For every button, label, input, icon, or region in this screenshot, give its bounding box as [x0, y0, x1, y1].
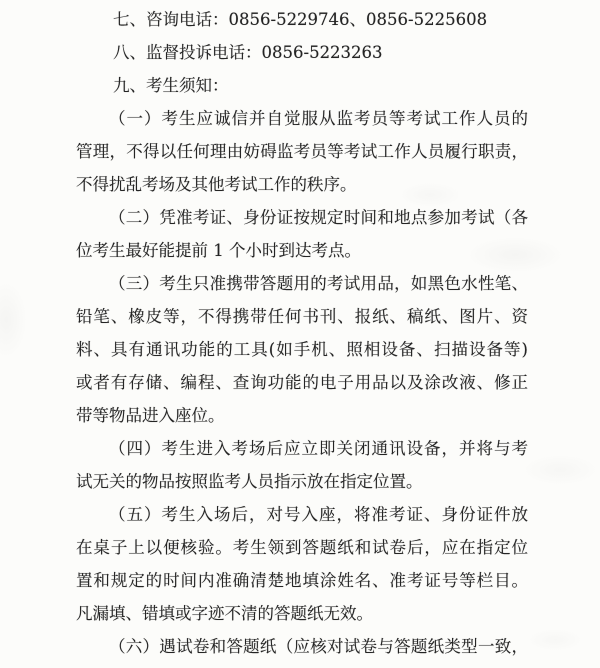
text-line: 位考生最好能提前 1 个小时到达考点。 [76, 241, 361, 260]
text-line: 在桌子上以便核验。考生领到答题纸和试卷后，应在指定位 [76, 538, 528, 557]
text-line: 置和规定的时间内准确清楚地填涂姓名、准考证号等栏目。 [76, 571, 528, 590]
line-consult-phone: 七、咨询电话：0856-5229746、0856-5225608 [113, 10, 488, 29]
text-line: 管理，不得以任何理由妨碍监考员等考试工作人员履行职责， [76, 142, 528, 161]
text-line: 带等物品进入座位。 [76, 406, 225, 425]
line-complaint-phone: 八、监督投诉电话：0856-5223263 [113, 43, 383, 62]
text-line: （四）考生进入考场后应立即关闭通讯设备，并将与考 [109, 439, 528, 458]
text-line: （二）凭准考证、身份证按规定时间和地点参加考试（各 [109, 208, 528, 227]
text-line: 不得扰乱考场及其他考试工作的秩序。 [76, 175, 357, 194]
text-line: （六）遇试卷和答题纸（应核对试卷与答题纸类型一致， [109, 637, 528, 656]
text-line: 铅笔、橡皮等，不得携带任何书刊、报纸、稿纸、图片、资 [76, 307, 528, 326]
text-line: （五）考生入场后，对号入座，将准考证、身份证件放 [109, 505, 528, 524]
text-line: 试无关的物品按照监考人员指示放在指定位置。 [76, 472, 423, 491]
text-line: 或者有存储、编程、查询功能的电子用品以及涂改液、修正 [76, 373, 528, 392]
text-line: 凡漏填、错填或字迹不清的答题纸无效。 [76, 604, 373, 623]
text-line: （一）考生应诚信并自觉服从监考员等考试工作人员的 [109, 109, 528, 128]
text-line: 料、具有通讯功能的工具(如手机、照相设备、扫描设备等) [76, 340, 528, 359]
document-text-block [76, 3, 528, 663]
text-line: （三）考生只准携带答题用的考试用品，如黑色水性笔、 [109, 274, 528, 293]
line-notice-heading: 九、考生须知： [113, 76, 229, 95]
